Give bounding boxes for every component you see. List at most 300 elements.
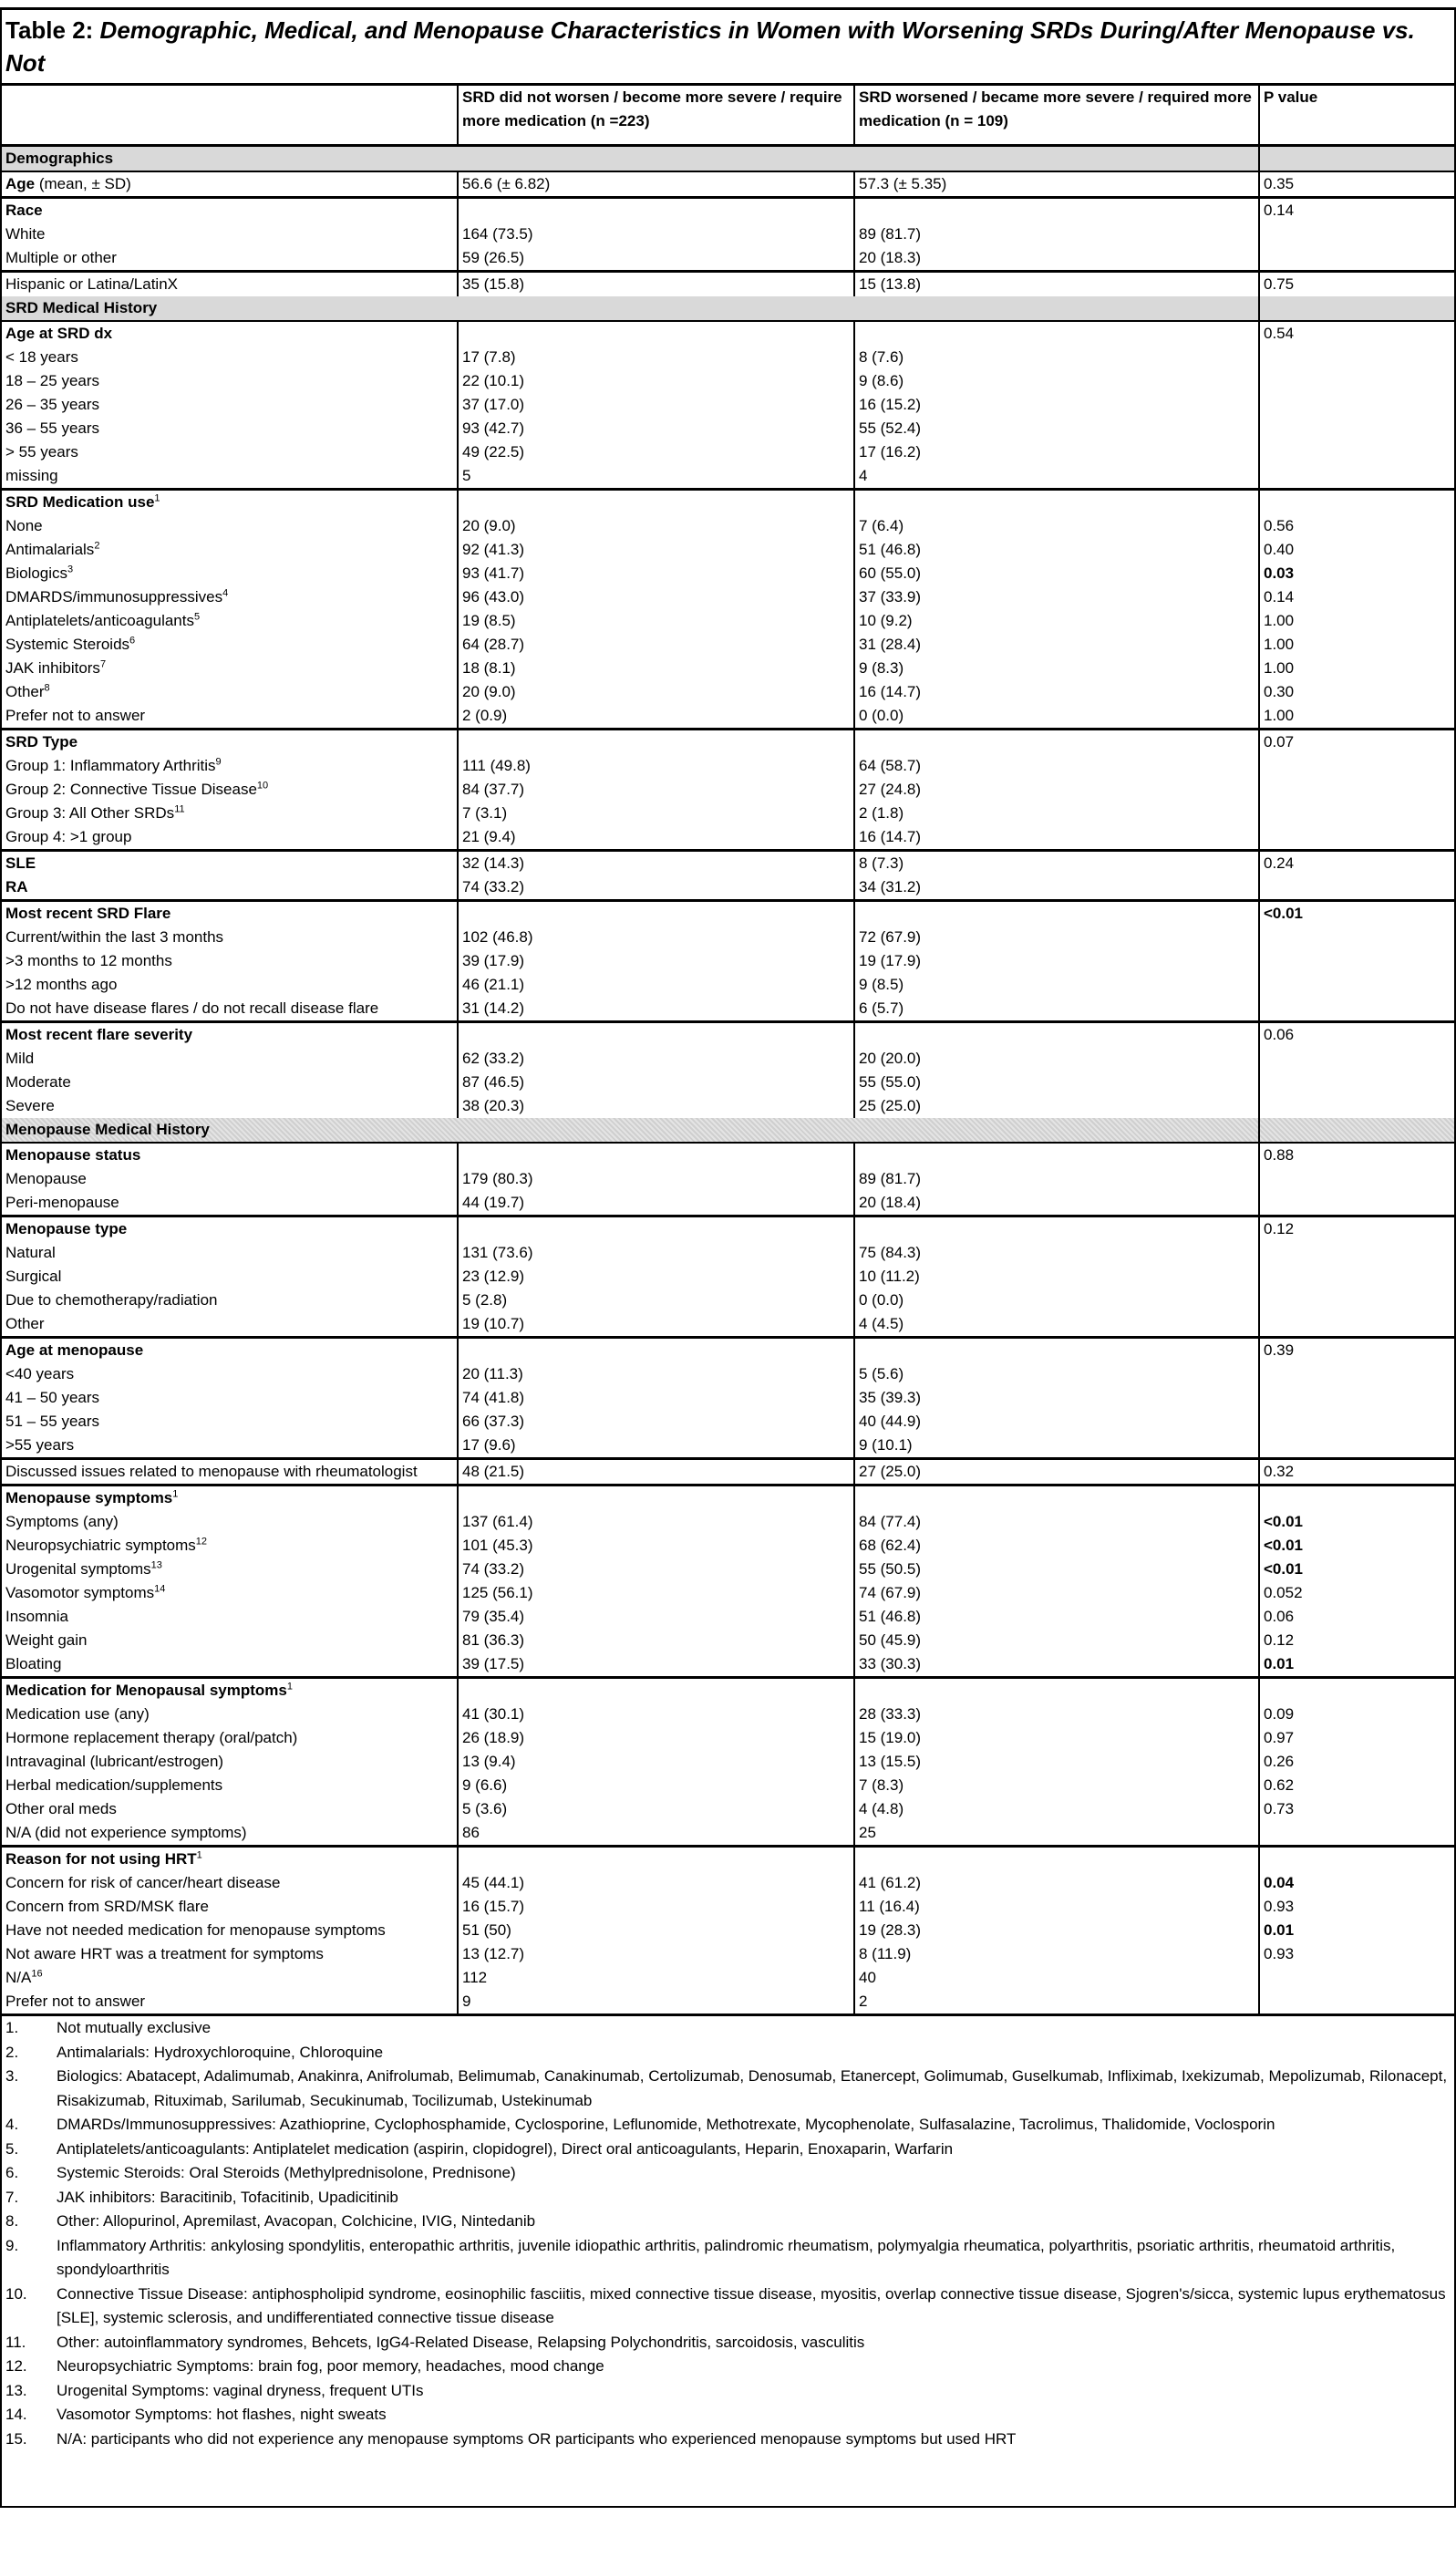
footnote-number: 7. xyxy=(5,2188,19,2206)
row-label xyxy=(2,1022,458,1048)
table-row xyxy=(2,609,1454,633)
p-value: 0.24 xyxy=(1259,851,1454,876)
row-label xyxy=(2,802,458,825)
value-worsened: 35 (39.3) xyxy=(854,1386,1259,1410)
p-value: <0.01 xyxy=(1259,1558,1454,1581)
value-not-worsened: 74 (41.8) xyxy=(458,1386,854,1410)
p-value xyxy=(1259,1289,1454,1312)
row-label-text: White xyxy=(5,225,46,243)
value-worsened: 55 (55.0) xyxy=(854,1071,1259,1094)
row-label-text: Menopause xyxy=(5,1170,87,1187)
value-not-worsened xyxy=(458,730,854,755)
row-label-text: JAK inhibitors xyxy=(5,659,100,677)
value-not-worsened: 19 (10.7) xyxy=(458,1312,854,1338)
table-row xyxy=(2,585,1454,609)
value-worsened xyxy=(854,1022,1259,1048)
p-value xyxy=(1259,1486,1454,1511)
value-not-worsened: 93 (41.7) xyxy=(458,562,854,585)
value-worsened: 10 (11.2) xyxy=(854,1265,1259,1289)
p-value xyxy=(1259,1094,1454,1118)
p-value: 0.06 xyxy=(1259,1605,1454,1629)
row-label xyxy=(2,1703,458,1726)
row-label-text: Surgical xyxy=(5,1268,62,1285)
row-label-text: Due to chemotherapy/radiation xyxy=(5,1291,218,1309)
footnote-ref: 3 xyxy=(67,564,74,575)
value-worsened: 68 (62.4) xyxy=(854,1534,1259,1558)
value-not-worsened: 17 (9.6) xyxy=(458,1434,854,1459)
header-not-worsened: SRD did not worsen / become more severe / require more medication (n =223) xyxy=(458,86,854,146)
row-label xyxy=(2,1942,458,1966)
row-label xyxy=(2,778,458,802)
row-label xyxy=(2,1871,458,1895)
row-label xyxy=(2,585,458,609)
row-label xyxy=(2,657,458,680)
footnote-number: 9. xyxy=(5,2236,19,2254)
p-value xyxy=(1259,1047,1454,1071)
row-label xyxy=(2,346,458,369)
row-label xyxy=(2,754,458,778)
value-worsened: 2 (1.8) xyxy=(854,802,1259,825)
value-not-worsened: 9 xyxy=(458,1990,854,2014)
footnote-number: 10. xyxy=(5,2284,27,2303)
footnote-text: JAK inhibitors: Baracitinib, Tofacitinib, Upadicitinib xyxy=(57,2188,398,2206)
table-row xyxy=(2,825,1454,851)
table-row xyxy=(2,1362,1454,1386)
table-row xyxy=(2,1265,1454,1289)
row-label-text: DMARDS/immunosuppressives xyxy=(5,588,223,606)
footnote-text: Urogenital Symptoms: vaginal dryness, frequent UTIs xyxy=(57,2381,424,2399)
row-label xyxy=(2,949,458,973)
table-row xyxy=(2,1871,1454,1895)
p-value: 0.03 xyxy=(1259,562,1454,585)
value-not-worsened: 111 (49.8) xyxy=(458,754,854,778)
row-label-text: 41 – 50 years xyxy=(5,1389,100,1406)
p-value xyxy=(1259,1167,1454,1191)
table-row xyxy=(2,778,1454,802)
table-row xyxy=(2,680,1454,704)
p-value xyxy=(1259,875,1454,901)
row-label-text: Hispanic or Latina/LatinX xyxy=(5,275,179,293)
header-p-value: P value xyxy=(1259,86,1454,146)
footnote-ref: 1 xyxy=(286,1681,294,1693)
row-label-text: Medication use (any) xyxy=(5,1705,150,1723)
value-worsened: 51 (46.8) xyxy=(854,538,1259,562)
row-label-text: Biologics xyxy=(5,564,68,582)
footnote-ref: 13 xyxy=(150,1559,162,1571)
footnote-number: 1. xyxy=(5,2019,19,2036)
footnote-text: Not mutually exclusive xyxy=(57,2019,212,2036)
value-not-worsened: 16 (15.7) xyxy=(458,1895,854,1919)
row-label xyxy=(2,1094,458,1118)
value-worsened: 41 (61.2) xyxy=(854,1871,1259,1895)
value-worsened: 72 (67.9) xyxy=(854,926,1259,949)
row-label-text: Systemic Steroids xyxy=(5,636,130,653)
row-label-bold: Age xyxy=(5,175,36,192)
value-worsened xyxy=(854,1216,1259,1242)
row-label-text: Not aware HRT was a treatment for symptoms xyxy=(5,1945,324,1962)
table-row xyxy=(2,1797,1454,1821)
table-row xyxy=(2,926,1454,949)
footnote-ref: 1 xyxy=(172,1488,179,1500)
value-not-worsened: 51 (50) xyxy=(458,1919,854,1942)
row-label xyxy=(2,1990,458,2014)
row-label-bold: Menopause type xyxy=(5,1220,128,1237)
value-worsened: 74 (67.9) xyxy=(854,1581,1259,1605)
value-worsened: 16 (14.7) xyxy=(854,680,1259,704)
footnote-ref: 6 xyxy=(129,635,136,647)
section-p-cell xyxy=(1259,146,1454,172)
p-value: 0.06 xyxy=(1259,1022,1454,1048)
p-value xyxy=(1259,369,1454,393)
table-row xyxy=(2,1750,1454,1774)
p-value xyxy=(1259,1410,1454,1434)
p-value xyxy=(1259,1071,1454,1094)
value-worsened: 8 (7.3) xyxy=(854,851,1259,876)
row-label xyxy=(2,1919,458,1942)
value-worsened: 28 (33.3) xyxy=(854,1703,1259,1726)
p-value xyxy=(1259,997,1454,1022)
table-row xyxy=(2,997,1454,1022)
value-worsened: 20 (18.4) xyxy=(854,1191,1259,1216)
value-not-worsened xyxy=(458,901,854,927)
value-worsened: 19 (17.9) xyxy=(854,949,1259,973)
p-value xyxy=(1259,440,1454,464)
row-label-text: Neuropsychiatric symptoms xyxy=(5,1537,196,1554)
table-row xyxy=(2,1143,1454,1167)
value-not-worsened: 32 (14.3) xyxy=(458,851,854,876)
footnote-text: Connective Tissue Disease: antiphospholipid syndrome, eosinophilic fasciitis, mixed connective tissue disease, myositis, overlap connective tissue disease, Sjogren's/sicca, systemic lupus erythematosus [SLE], systemic sclerosis, and undifferentiated connective tissue disease xyxy=(57,2284,1446,2326)
table-row xyxy=(2,1821,1454,1847)
table-row xyxy=(2,1942,1454,1966)
table-row xyxy=(2,704,1454,730)
value-not-worsened: 46 (21.1) xyxy=(458,973,854,997)
value-not-worsened: 5 (2.8) xyxy=(458,1289,854,1312)
p-value: 0.14 xyxy=(1259,585,1454,609)
value-worsened: 40 (44.9) xyxy=(854,1410,1259,1434)
table-row xyxy=(2,1434,1454,1459)
value-not-worsened: 102 (46.8) xyxy=(458,926,854,949)
header-label xyxy=(2,86,458,146)
value-not-worsened: 5 xyxy=(458,464,854,490)
value-not-worsened: 179 (80.3) xyxy=(458,1167,854,1191)
table-row xyxy=(2,1338,1454,1363)
row-label-text: Prefer not to answer xyxy=(5,1993,146,2010)
row-label-text: >3 months to 12 months xyxy=(5,952,172,969)
table-row xyxy=(2,1216,1454,1242)
row-label xyxy=(2,1678,458,1703)
value-not-worsened: 41 (30.1) xyxy=(458,1703,854,1726)
row-label-bold: Age at SRD dx xyxy=(5,325,113,342)
row-label xyxy=(2,1774,458,1797)
footnote-text: Systemic Steroids: Oral Steroids (Methylprednisolone, Prednisone) xyxy=(57,2164,516,2181)
value-worsened: 19 (28.3) xyxy=(854,1919,1259,1942)
table-row xyxy=(2,973,1454,997)
row-label-text: Have not needed medication for menopause symptoms xyxy=(5,1921,386,1939)
row-label xyxy=(2,1434,458,1459)
table-row xyxy=(2,1558,1454,1581)
row-label xyxy=(2,1486,458,1511)
footnote xyxy=(5,2065,1451,2113)
row-label xyxy=(2,1726,458,1750)
p-value xyxy=(1259,246,1454,272)
table-row xyxy=(2,1703,1454,1726)
row-label-text: Antiplatelets/anticoagulants xyxy=(5,612,194,629)
row-label-text: Other xyxy=(5,683,45,700)
row-label xyxy=(2,1386,458,1410)
value-not-worsened: 39 (17.9) xyxy=(458,949,854,973)
row-label xyxy=(2,171,458,198)
value-not-worsened: 125 (56.1) xyxy=(458,1581,854,1605)
value-worsened: 13 (15.5) xyxy=(854,1750,1259,1774)
p-value: 0.30 xyxy=(1259,680,1454,704)
p-value: 0.56 xyxy=(1259,514,1454,538)
p-value: 1.00 xyxy=(1259,704,1454,730)
section-title: Demographics xyxy=(2,146,1259,172)
row-label-text: 51 – 55 years xyxy=(5,1413,100,1430)
table-row xyxy=(2,875,1454,901)
p-value: 0.32 xyxy=(1259,1459,1454,1486)
value-worsened: 75 (84.3) xyxy=(854,1241,1259,1265)
value-not-worsened: 62 (33.2) xyxy=(458,1047,854,1071)
row-label xyxy=(2,440,458,464)
value-not-worsened: 131 (73.6) xyxy=(458,1241,854,1265)
p-value: 0.09 xyxy=(1259,1703,1454,1726)
footnote-ref: 5 xyxy=(193,611,201,623)
row-label xyxy=(2,1459,458,1486)
row-label-bold: SLE xyxy=(5,854,36,872)
footnote-number: 6. xyxy=(5,2164,19,2181)
value-worsened: 55 (50.5) xyxy=(854,1558,1259,1581)
value-worsened: 27 (24.8) xyxy=(854,778,1259,802)
table-row xyxy=(2,1094,1454,1118)
footnote xyxy=(5,2210,1451,2234)
table-caption: Demographic, Medical, and Menopause Characteristics in Women with Worsening SRDs During/After Menopause vs. Not xyxy=(5,16,1415,77)
value-worsened: 50 (45.9) xyxy=(854,1629,1259,1652)
footnote xyxy=(5,2403,1451,2428)
footnote-number: 4. xyxy=(5,2116,19,2133)
table-row xyxy=(2,1629,1454,1652)
footnote-text: Antiplatelets/anticoagulants: Antiplatelet medication (aspirin, clopidogrel), Direct oral anticoagulants, Heparin, Enoxaparin, Warfarin xyxy=(57,2139,954,2158)
value-not-worsened: 23 (12.9) xyxy=(458,1265,854,1289)
p-value: 0.04 xyxy=(1259,1871,1454,1895)
row-label-bold: SRD Medication use xyxy=(5,493,155,511)
footnote-text: N/A: participants who did not experience any menopause symptoms OR participants who experienced menopause symptoms but used HRT xyxy=(57,2429,1017,2448)
footnote-number: 12. xyxy=(5,2357,27,2375)
value-not-worsened: 56.6 (± 6.82) xyxy=(458,171,854,198)
row-label xyxy=(2,825,458,851)
value-not-worsened: 13 (12.7) xyxy=(458,1942,854,1966)
value-not-worsened: 49 (22.5) xyxy=(458,440,854,464)
row-label-text: 36 – 55 years xyxy=(5,419,100,437)
p-value xyxy=(1259,417,1454,440)
row-label xyxy=(2,1289,458,1312)
value-worsened: 10 (9.2) xyxy=(854,609,1259,633)
row-label xyxy=(2,538,458,562)
p-value xyxy=(1259,1386,1454,1410)
value-worsened: 5 (5.6) xyxy=(854,1362,1259,1386)
value-not-worsened: 93 (42.7) xyxy=(458,417,854,440)
value-not-worsened: 21 (9.4) xyxy=(458,825,854,851)
row-label-text: Intravaginal (lubricant/estrogen) xyxy=(5,1753,224,1770)
p-value xyxy=(1259,490,1454,515)
table-row xyxy=(2,490,1454,515)
row-label-text: > 55 years xyxy=(5,443,78,461)
row-label xyxy=(2,246,458,272)
value-not-worsened: 81 (36.3) xyxy=(458,1629,854,1652)
row-label xyxy=(2,875,458,901)
row-label xyxy=(2,1581,458,1605)
table-row xyxy=(2,1167,1454,1191)
value-worsened: 15 (13.8) xyxy=(854,272,1259,297)
footnote-number: 14. xyxy=(5,2406,27,2423)
table-row xyxy=(2,1459,1454,1486)
value-worsened: 8 (11.9) xyxy=(854,1942,1259,1966)
table-row xyxy=(2,1605,1454,1629)
value-worsened: 7 (6.4) xyxy=(854,514,1259,538)
row-label xyxy=(2,633,458,657)
table-row xyxy=(2,657,1454,680)
footnote-text: Neuropsychiatric Symptoms: brain fog, poor memory, headaches, mood change xyxy=(57,2357,604,2375)
row-label-text: < 18 years xyxy=(5,348,78,366)
p-value: 0.01 xyxy=(1259,1652,1454,1678)
value-worsened: 40 xyxy=(854,1966,1259,1990)
row-label xyxy=(2,393,458,417)
row-label xyxy=(2,1047,458,1071)
row-label-text: Hormone replacement therapy (oral/patch) xyxy=(5,1729,298,1746)
value-worsened: 4 (4.8) xyxy=(854,1797,1259,1821)
value-worsened: 17 (16.2) xyxy=(854,440,1259,464)
value-worsened xyxy=(854,198,1259,223)
row-label-text: Group 2: Connective Tissue Disease xyxy=(5,781,257,798)
footnote-text: Other: Allopurinol, Apremilast, Avacopan, Colchicine, IVIG, Nintedanib xyxy=(57,2212,536,2230)
table-row xyxy=(2,1312,1454,1338)
value-worsened: 27 (25.0) xyxy=(854,1459,1259,1486)
value-worsened: 33 (30.3) xyxy=(854,1652,1259,1678)
value-worsened: 25 xyxy=(854,1821,1259,1847)
row-label-text: Prefer not to answer xyxy=(5,707,146,724)
p-value: 0.93 xyxy=(1259,1895,1454,1919)
row-label-bold: SRD Type xyxy=(5,733,78,751)
value-not-worsened: 26 (18.9) xyxy=(458,1726,854,1750)
footnote-ref: 2 xyxy=(94,540,100,552)
row-label xyxy=(2,1071,458,1094)
value-worsened: 9 (8.3) xyxy=(854,657,1259,680)
value-worsened: 89 (81.7) xyxy=(854,223,1259,246)
table-row xyxy=(2,464,1454,490)
value-not-worsened: 17 (7.8) xyxy=(458,346,854,369)
value-worsened xyxy=(854,1678,1259,1703)
footnote-text: Inflammatory Arthritis: ankylosing spondylitis, enteropathic arthritis, juvenile idiopathic arthritis, palindromic rheumatism, polymyalgia rheumatica, polyarthritis, psoriatic arthritis, rheumatoid arthritis, spondyloarthritis xyxy=(57,2236,1396,2278)
row-label-text: Group 4: >1 group xyxy=(5,828,132,845)
footnote xyxy=(5,2283,1451,2331)
p-value: 0.88 xyxy=(1259,1143,1454,1167)
footnote-number: 13. xyxy=(5,2381,27,2399)
p-value xyxy=(1259,1990,1454,2014)
p-value: 0.052 xyxy=(1259,1581,1454,1605)
row-label-text: Other oral meds xyxy=(5,1800,117,1817)
table-row xyxy=(2,633,1454,657)
row-label xyxy=(2,680,458,704)
footnote-number: 5. xyxy=(5,2139,19,2158)
value-not-worsened: 31 (14.2) xyxy=(458,997,854,1022)
footnote xyxy=(5,2234,1451,2283)
section-header-row xyxy=(2,146,1454,172)
value-not-worsened xyxy=(458,490,854,515)
value-worsened: 7 (8.3) xyxy=(854,1774,1259,1797)
row-label-text: Insomnia xyxy=(5,1608,68,1625)
value-not-worsened xyxy=(458,1022,854,1048)
value-worsened: 2 xyxy=(854,1990,1259,2014)
row-label-text: Urogenital symptoms xyxy=(5,1560,151,1578)
p-value: 0.97 xyxy=(1259,1726,1454,1750)
value-worsened xyxy=(854,321,1259,346)
table-container xyxy=(0,7,1456,2508)
row-label xyxy=(2,198,458,223)
table-row xyxy=(2,393,1454,417)
row-label-text: Current/within the last 3 months xyxy=(5,928,224,946)
p-value: 0.14 xyxy=(1259,198,1454,223)
value-not-worsened xyxy=(458,1338,854,1363)
value-worsened xyxy=(854,730,1259,755)
row-label-text: 26 – 35 years xyxy=(5,396,100,413)
footnote xyxy=(5,2428,1451,2452)
value-not-worsened: 20 (9.0) xyxy=(458,514,854,538)
header-row xyxy=(2,86,1454,146)
p-value xyxy=(1259,1434,1454,1459)
row-label xyxy=(2,926,458,949)
row-label-text: Concern for risk of cancer/heart disease xyxy=(5,1874,281,1891)
value-not-worsened xyxy=(458,198,854,223)
table-row xyxy=(2,901,1454,927)
p-value xyxy=(1259,1966,1454,1990)
table-row xyxy=(2,223,1454,246)
table-row xyxy=(2,1726,1454,1750)
table-row xyxy=(2,369,1454,393)
value-worsened: 57.3 (± 5.35) xyxy=(854,171,1259,198)
footnote-number: 11. xyxy=(5,2333,26,2351)
footnote-text: Other: autoinflammatory syndromes, Behcets, IgG4-Related Disease, Relapsing Polychondritis, sarcoidosis, vasculitis xyxy=(57,2333,865,2351)
row-label-text: Concern from SRD/MSK flare xyxy=(5,1898,209,1915)
row-label-text: >12 months ago xyxy=(5,976,118,993)
value-worsened: 6 (5.7) xyxy=(854,997,1259,1022)
value-worsened: 64 (58.7) xyxy=(854,754,1259,778)
value-worsened: 4 (4.5) xyxy=(854,1312,1259,1338)
row-label-text: Vasomotor symptoms xyxy=(5,1584,155,1601)
table-title xyxy=(2,10,1454,86)
row-label xyxy=(2,1510,458,1534)
row-label-text: Symptoms (any) xyxy=(5,1513,119,1530)
row-label-bold: Most recent flare severity xyxy=(5,1026,193,1043)
row-label xyxy=(2,514,458,538)
row-label-text: Natural xyxy=(5,1244,56,1261)
value-worsened: 25 (25.0) xyxy=(854,1094,1259,1118)
section-title: Menopause Medical History xyxy=(2,1118,1259,1143)
value-not-worsened xyxy=(458,1216,854,1242)
row-label xyxy=(2,1191,458,1216)
row-label xyxy=(2,609,458,633)
p-value xyxy=(1259,1362,1454,1386)
row-label xyxy=(2,1362,458,1386)
p-value: 0.12 xyxy=(1259,1629,1454,1652)
table-row xyxy=(2,321,1454,346)
value-worsened: 9 (8.5) xyxy=(854,973,1259,997)
footnote-ref: 16 xyxy=(31,1968,43,1980)
section-header-row xyxy=(2,1118,1454,1143)
footnote-ref: 4 xyxy=(222,587,229,599)
value-worsened: 55 (52.4) xyxy=(854,417,1259,440)
row-label xyxy=(2,1143,458,1167)
footnote xyxy=(5,2186,1451,2210)
